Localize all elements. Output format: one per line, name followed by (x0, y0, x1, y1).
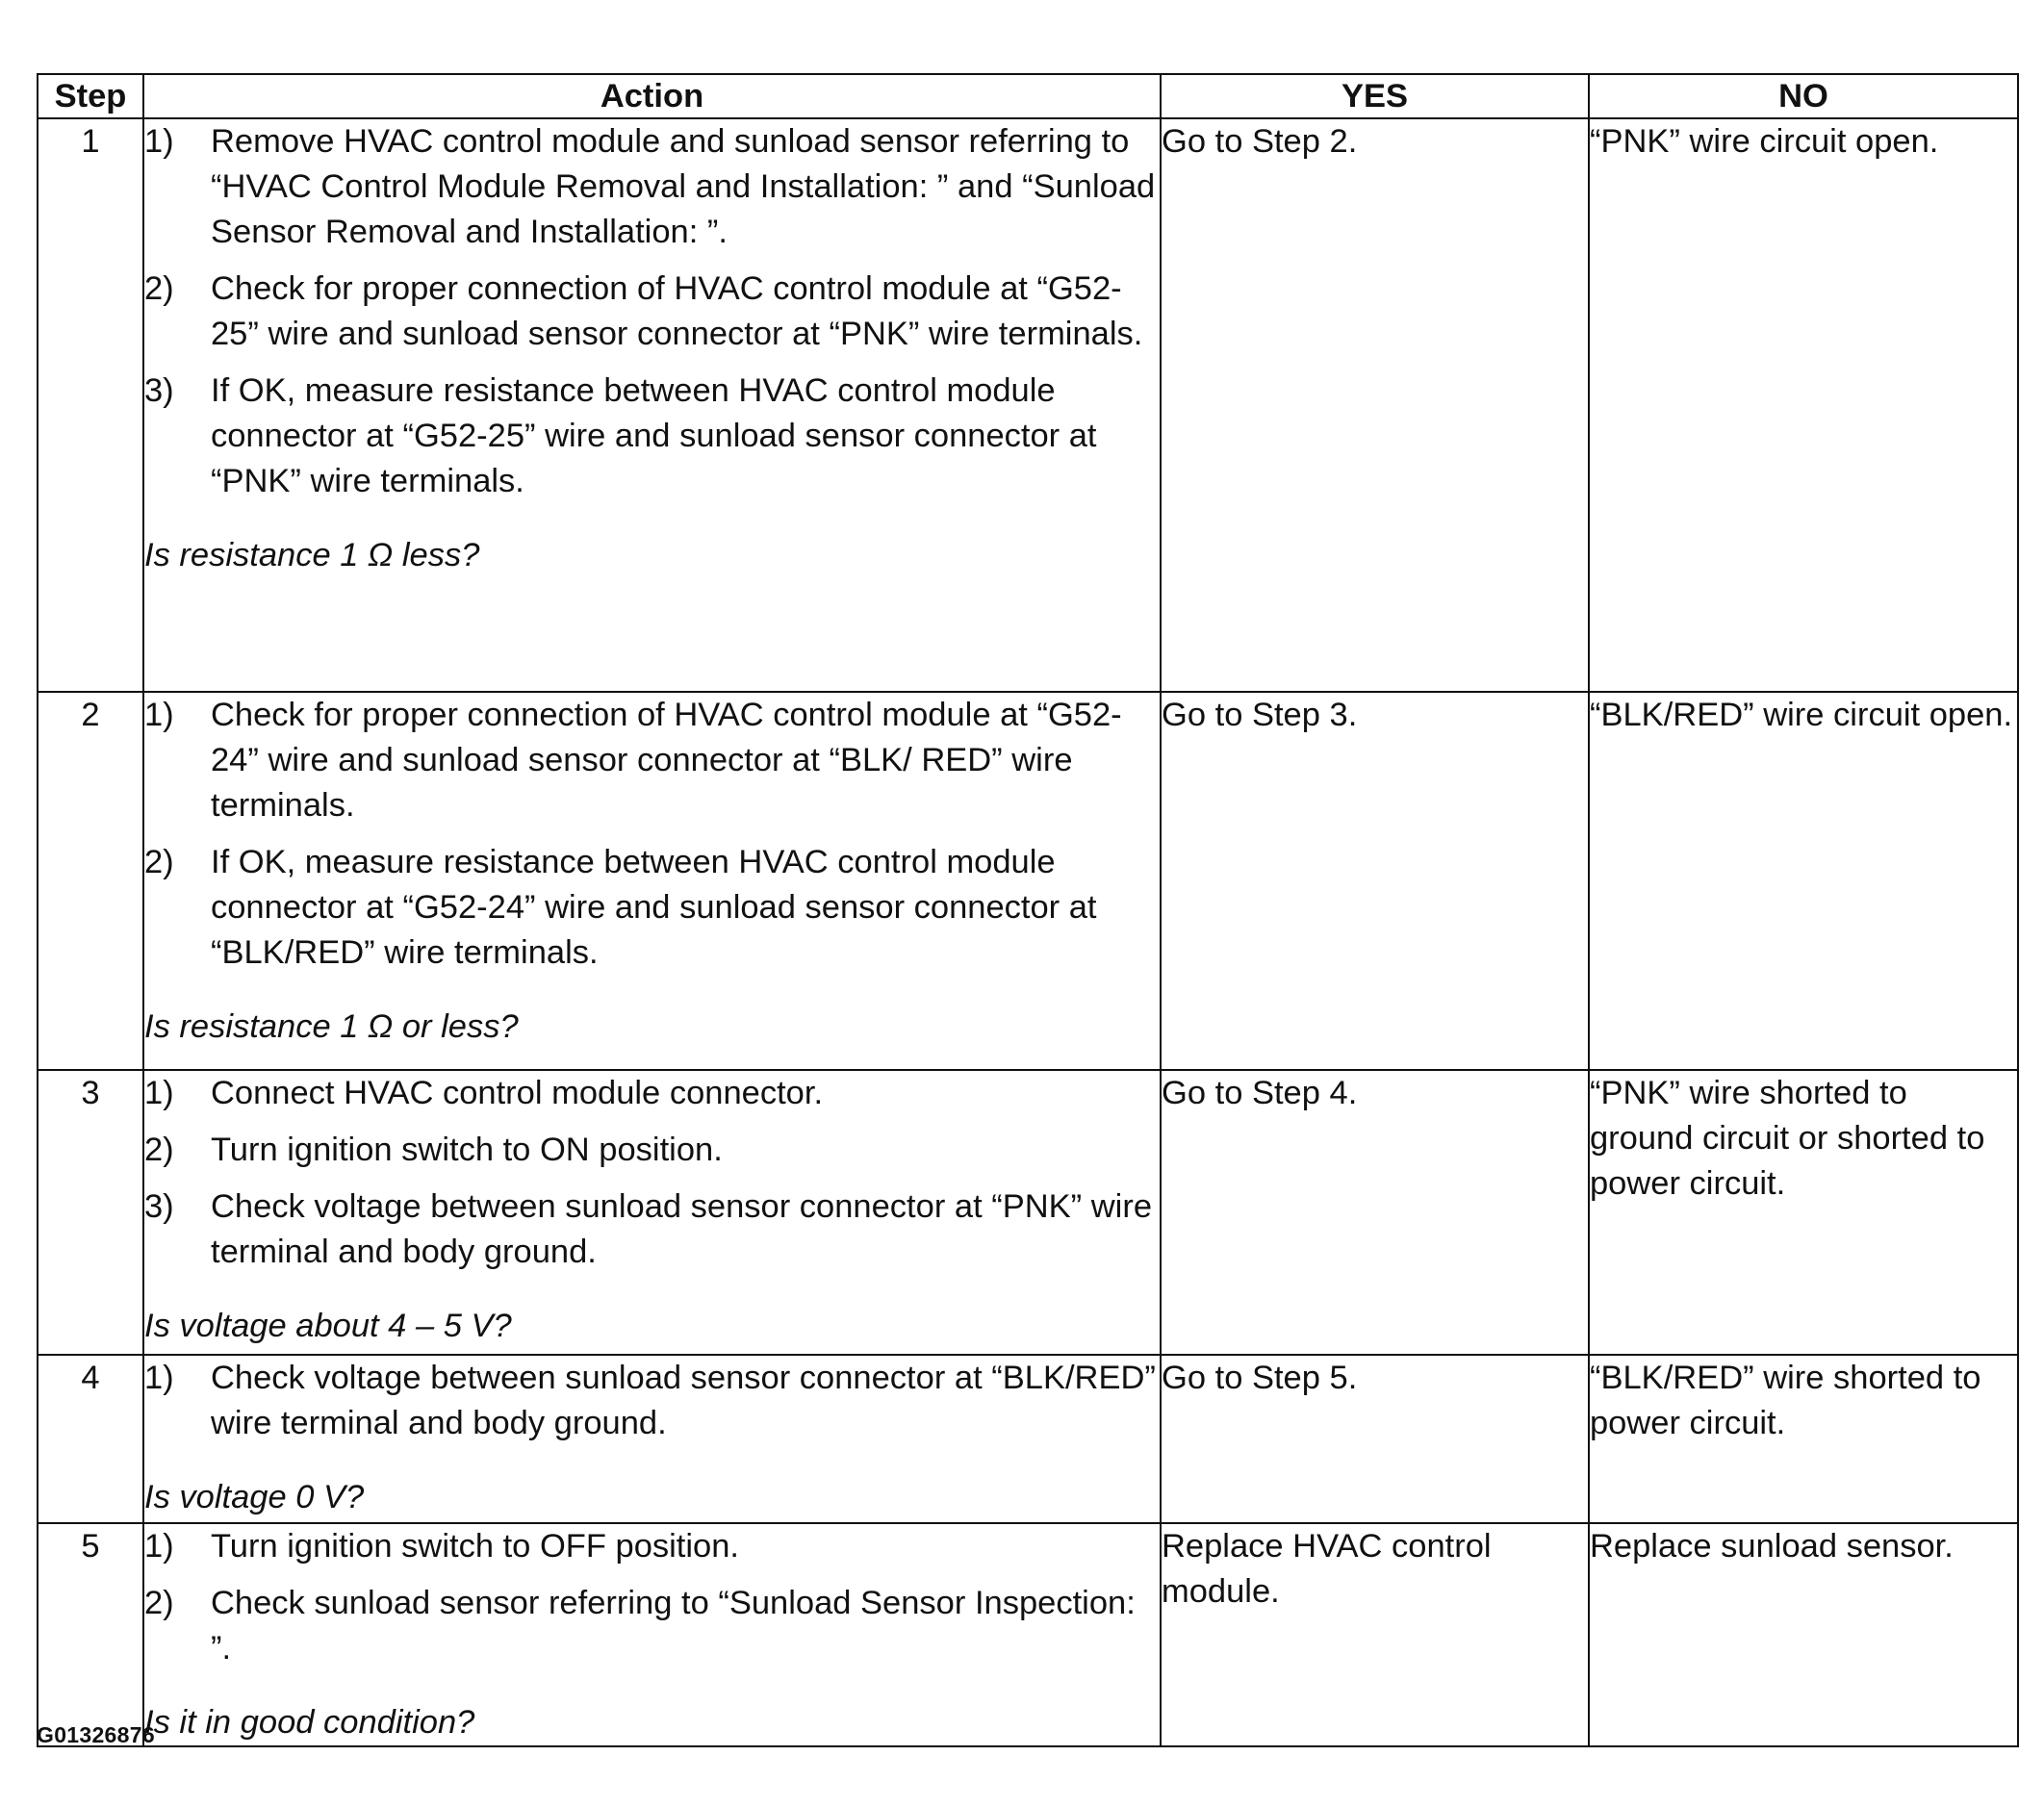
action-list (144, 119, 1160, 504)
question: Is voltage about 4 – 5 V? (144, 1308, 512, 1344)
action-list (144, 1071, 1160, 1275)
yes-cell: Go to Step 2. (1161, 118, 1589, 692)
list-item (144, 1071, 1160, 1116)
item-text: If OK, measure resistance between HVAC control module connector at “G52-25” wire and sunload sensor connector at “PNK” wire terminals. (211, 372, 1097, 499)
no-cell: “BLK/RED” wire shorted to power circuit. (1589, 1355, 2018, 1523)
action-cell (143, 1523, 1161, 1746)
list-item (144, 267, 1160, 357)
yes-cell: Go to Step 4. (1161, 1070, 1589, 1355)
action-list (144, 693, 1160, 976)
step-number: 3 (38, 1070, 143, 1355)
header-no: NO (1589, 74, 2018, 118)
no-cell: “PNK” wire circuit open. (1589, 118, 2018, 692)
step-number: 5 (38, 1523, 143, 1746)
list-item (144, 119, 1160, 255)
list-item (144, 1128, 1160, 1173)
list-item (144, 1524, 1160, 1569)
list-item (144, 693, 1160, 828)
item-number: 1) (144, 697, 174, 733)
action-list (144, 1524, 1160, 1671)
list-item (144, 1581, 1160, 1671)
no-cell: Replace sunload sensor. (1589, 1523, 2018, 1746)
table-row (38, 1070, 2018, 1355)
item-text: Check for proper connection of HVAC control module at “G52-25” wire and sunload sensor connector at “PNK” wire terminals. (211, 270, 1143, 352)
step-number: 1 (38, 118, 143, 692)
table-row (38, 1355, 2018, 1523)
item-text: Check for proper connection of HVAC control module at “G52-24” wire and sunload sensor connector at “BLK/ RED” wire terminals. (211, 697, 1122, 824)
item-text: Check voltage between sunload sensor connector at “PNK” wire terminal and body ground. (211, 1188, 1153, 1270)
item-text: Check sunload sensor referring to “Sunload Sensor Inspection: ”. (211, 1585, 1136, 1667)
no-cell: “BLK/RED” wire circuit open. (1589, 692, 2018, 1070)
step-number: 4 (38, 1355, 143, 1523)
header-action: Action (143, 74, 1161, 118)
yes-cell: Replace HVAC control module. (1161, 1523, 1589, 1746)
item-text: Remove HVAC control module and sunload sensor referring to “HVAC Control Module Removal and Installation: ” and “Sunload Sensor Removal and Installation: ”. (211, 123, 1156, 250)
list-item (144, 840, 1160, 976)
table-row (38, 692, 2018, 1070)
action-list (144, 1356, 1160, 1446)
item-number: 1) (144, 123, 174, 160)
action-cell (143, 692, 1161, 1070)
item-text: Connect HVAC control module connector. (211, 1075, 824, 1111)
header-step: Step (38, 74, 143, 118)
item-text: Turn ignition switch to ON position. (211, 1132, 723, 1168)
question: Is resistance 1 Ω less? (144, 537, 480, 573)
item-text: Check voltage between sunload sensor connector at “BLK/RED” wire terminal and body ground. (211, 1360, 1156, 1441)
action-cell (143, 1355, 1161, 1523)
item-number: 2) (144, 1132, 174, 1168)
item-number: 1) (144, 1075, 174, 1111)
item-number: 3) (144, 372, 174, 409)
question: Is resistance 1 Ω or less? (144, 1008, 519, 1045)
item-number: 2) (144, 270, 174, 307)
yes-cell: Go to Step 3. (1161, 692, 1589, 1070)
list-item (144, 369, 1160, 504)
table-row (38, 118, 2018, 692)
question: Is voltage 0 V? (144, 1479, 365, 1515)
question: Is it in good condition? (144, 1704, 475, 1741)
list-item (144, 1356, 1160, 1446)
action-cell (143, 118, 1161, 692)
item-number: 3) (144, 1188, 174, 1225)
table-row (38, 1523, 2018, 1746)
step-number: 2 (38, 692, 143, 1070)
list-item (144, 1184, 1160, 1275)
figure-id: G01326876 (37, 1722, 155, 1747)
item-number: 1) (144, 1360, 174, 1396)
diagnostic-procedure-table (37, 73, 2019, 1747)
item-text: If OK, measure resistance between HVAC control module connector at “G52-24” wire and sunload sensor connector at “BLK/RED” wire terminals. (211, 844, 1097, 971)
item-text: Turn ignition switch to OFF position. (211, 1528, 740, 1565)
no-cell: “PNK” wire shorted to ground circuit or shorted to power circuit. (1589, 1070, 2018, 1355)
item-number: 2) (144, 844, 174, 880)
item-number: 1) (144, 1528, 174, 1565)
yes-cell: Go to Step 5. (1161, 1355, 1589, 1523)
header-yes: YES (1161, 74, 1589, 118)
action-cell (143, 1070, 1161, 1355)
item-number: 2) (144, 1585, 174, 1621)
table-header-row (38, 74, 2018, 118)
